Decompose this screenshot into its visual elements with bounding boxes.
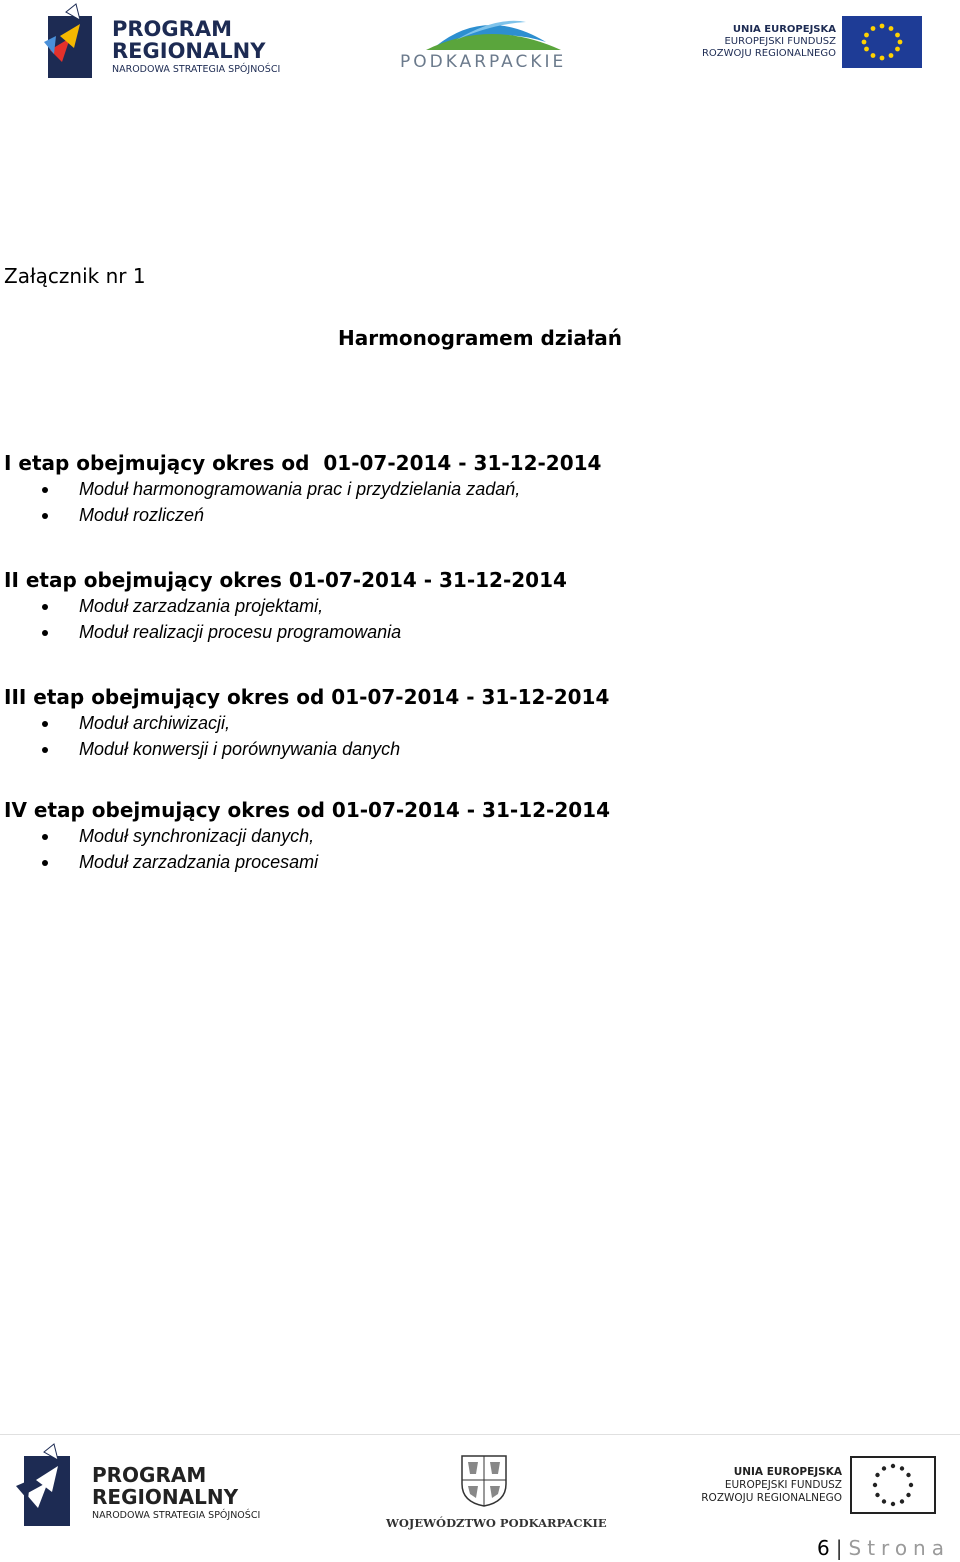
list-item: Moduł zarzadzania procesami (4, 849, 904, 875)
footer-divider (0, 1434, 960, 1435)
list-item: Moduł archiwizacji, (4, 710, 904, 736)
program-regionalny-logo (40, 2, 300, 84)
bullet-icon (42, 630, 48, 636)
eu-line2: EUROPEJSKI FUNDUSZ (724, 36, 836, 47)
program-line2: REGIONALNY (92, 1485, 239, 1509)
bullet-icon (42, 747, 48, 753)
program-line1: PROGRAM (112, 17, 232, 41)
footer-logos (0, 1440, 960, 1532)
list-item: Moduł realizacji procesu programowania (4, 619, 904, 645)
page-word: Strona (848, 1536, 950, 1560)
stage-item-list (4, 823, 904, 875)
eu-flag-icon (842, 16, 922, 68)
stage-heading: II etap obejmujący okres 01-07-2014 - 31-12-2014 (4, 568, 567, 592)
stage-section-2 (4, 567, 904, 645)
stage-heading: IV etap obejmujący okres od 01-07-2014 - 31-12-2014 (4, 798, 610, 822)
list-item: Moduł konwersji i porównywania danych (4, 736, 904, 762)
stage-section-3 (4, 684, 904, 762)
eu-logo-header (700, 16, 924, 68)
list-item: Moduł rozliczeń (4, 502, 904, 528)
eu-logo-footer (701, 1456, 940, 1516)
program-line2: REGIONALNY (112, 39, 266, 63)
stage-item-list (4, 476, 904, 528)
list-item: Moduł harmonogramowania prac i przydzielania zadań, (4, 476, 904, 502)
header-logos (0, 0, 960, 90)
bullet-icon (42, 513, 48, 519)
program-line1: PROGRAM (92, 1463, 207, 1487)
page-number (817, 1536, 950, 1560)
stage-heading: III etap obejmujący okres od 01-07-2014 - 31-12-2014 (4, 685, 610, 709)
program-regionalny-emblem-icon (40, 2, 96, 82)
program-regionalny-emblem-icon (14, 1442, 74, 1528)
podkarpackie-text: PODKARPACKIE (400, 52, 567, 72)
eu-line3: ROZWOJU REGIONALNEGO (701, 1492, 842, 1504)
eu-line1: UNIA EUROPEJSKA (733, 1466, 842, 1478)
bullet-icon (42, 487, 48, 493)
stage-section-4 (4, 797, 904, 875)
attachment-label: Załącznik nr 1 (4, 264, 146, 288)
eu-line3: ROZWOJU REGIONALNEGO (701, 48, 836, 59)
program-line3: NARODOWA STRATEGIA SPÓJNOŚCI (112, 64, 281, 75)
program-line3: NARODOWA STRATEGIA SPÓJNOŚCI (92, 1510, 261, 1521)
coat-of-arms-icon (458, 1454, 510, 1508)
voivodeship-text: WOJEWÓDZTWO PODKARPACKIE (386, 1516, 607, 1530)
document-title: Harmonogramem działań (337, 326, 622, 350)
bullet-icon (42, 834, 48, 840)
bullet-icon (42, 604, 48, 610)
eu-line1: UNIA EUROPEJSKA (732, 24, 836, 35)
page-number-value: 6 (817, 1536, 830, 1560)
page-separator: | (835, 1536, 843, 1560)
stage-item-list (4, 593, 904, 645)
voivodeship-logo (384, 1454, 607, 1532)
podkarpackie-mountains-icon (396, 12, 576, 52)
stage-section-1 (4, 450, 904, 528)
program-regionalny-logo-footer (14, 1442, 294, 1530)
bullet-icon (42, 860, 48, 866)
stage-heading: I etap obejmujący okres od 01-07-2014 - 31-12-2014 (4, 451, 602, 475)
podkarpackie-logo (396, 12, 576, 72)
list-item: Moduł zarzadzania projektami, (4, 593, 904, 619)
stage-item-list (4, 710, 904, 762)
eu-flag-icon (850, 1456, 936, 1514)
list-item: Moduł synchronizacji danych, (4, 823, 904, 849)
eu-line2: EUROPEJSKI FUNDUSZ (724, 1479, 842, 1491)
bullet-icon (42, 721, 48, 727)
